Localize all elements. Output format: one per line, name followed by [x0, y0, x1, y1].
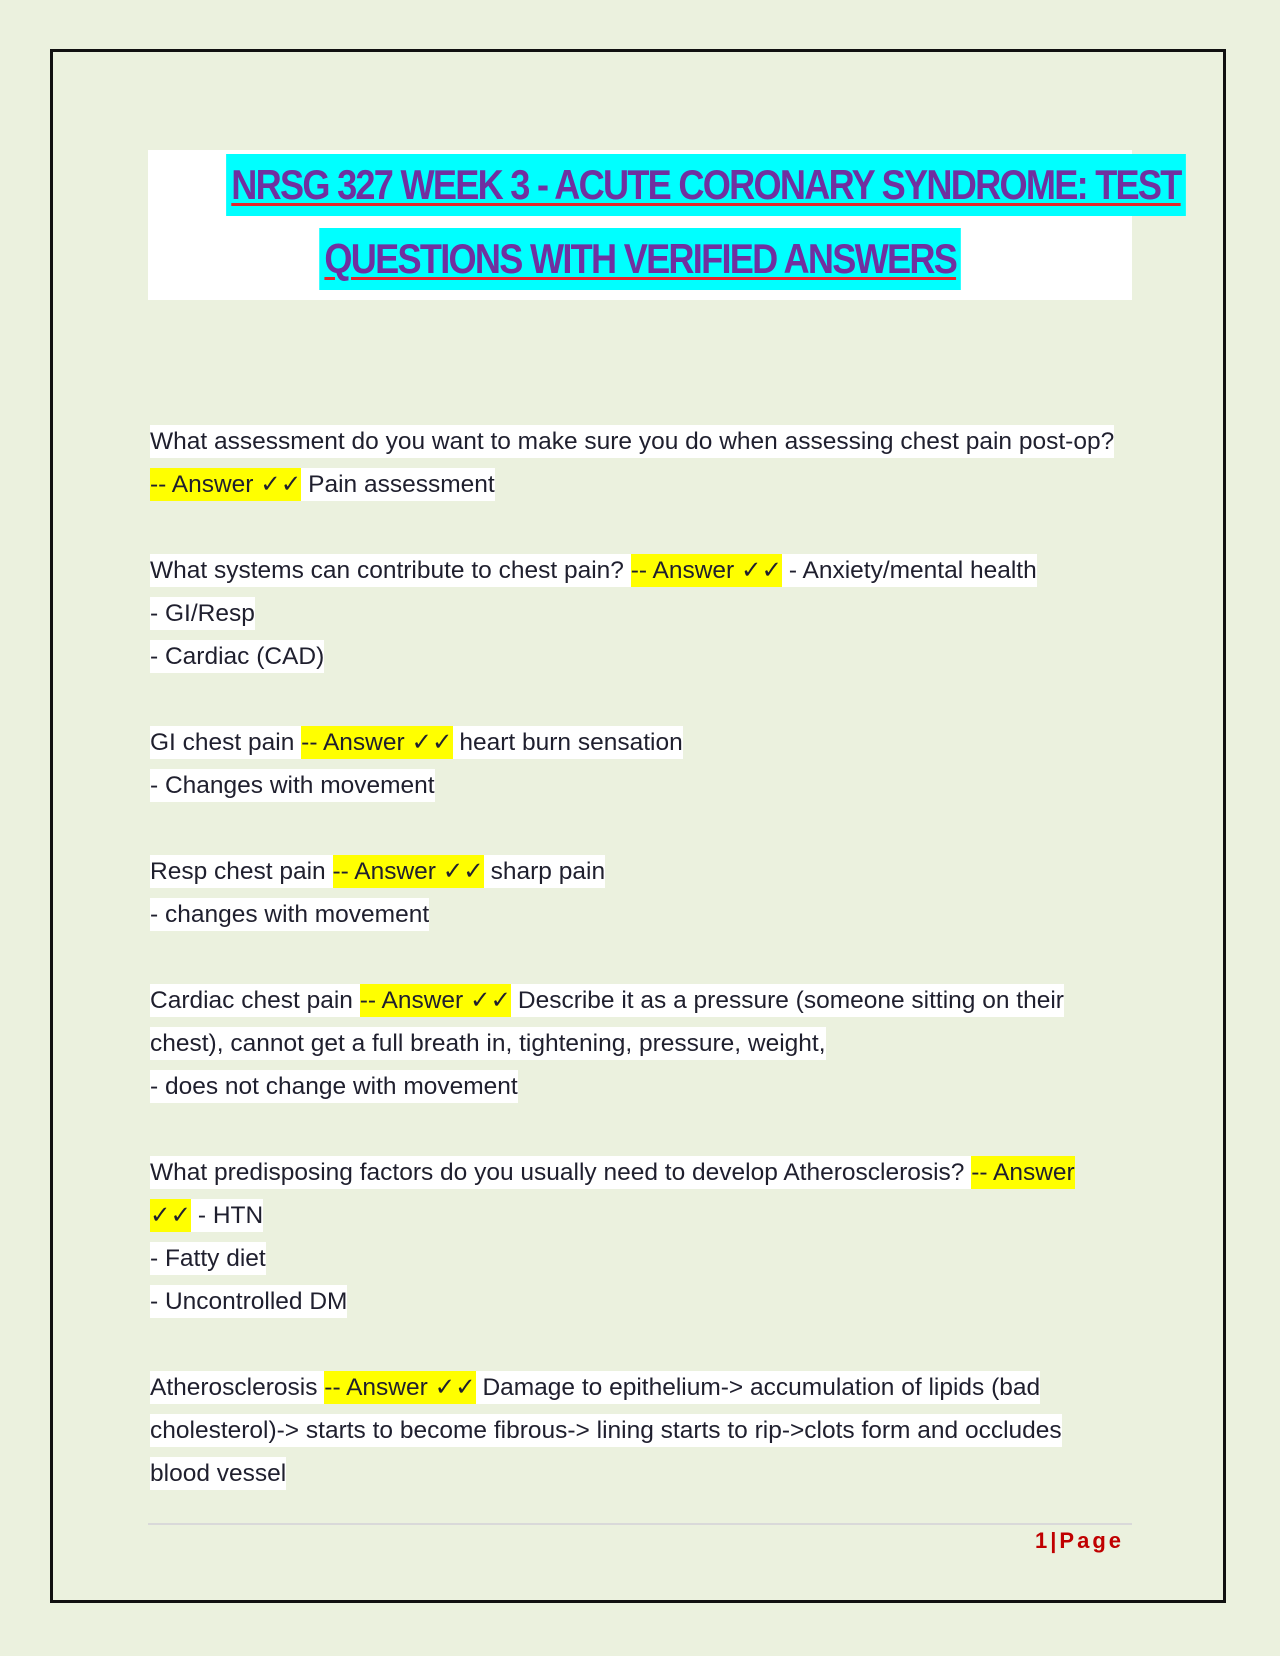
qa-line	[150, 1409, 1135, 1452]
question-text: Cardiac chest pain	[150, 984, 360, 1017]
answer-marker: -- Answer ✓✓	[631, 554, 782, 587]
answer-text: sharp pain	[484, 855, 605, 888]
answer-text: - Fatty diet	[150, 1242, 266, 1275]
qa-item-1	[150, 420, 1135, 506]
page-title-line-2: QUESTIONS WITH VERIFIED ANSWERS	[319, 228, 961, 290]
question-text: What systems can contribute to chest pain?	[150, 554, 631, 587]
answer-marker: -- Answer ✓✓	[333, 855, 484, 888]
answer-marker: -- Answer ✓✓	[301, 726, 452, 759]
question-text: Resp chest pain	[150, 855, 333, 888]
qa-item-6	[150, 1151, 1135, 1323]
answer-text: - does not change with movement	[150, 1070, 518, 1103]
qa-item-3	[150, 721, 1135, 807]
qa-line	[150, 1452, 1135, 1495]
answer-text: - HTN	[191, 1199, 263, 1232]
answer-text: blood vessel	[150, 1457, 286, 1490]
qa-line	[150, 1366, 1135, 1409]
answer-text: Pain assessment	[301, 468, 494, 501]
qa-line	[150, 979, 1135, 1022]
question-text: What predisposing factors do you usually need to develop Atherosclerosis?	[150, 1156, 971, 1189]
answer-marker-checks: ✓✓	[150, 1199, 191, 1232]
answer-text: - Cardiac (CAD)	[150, 640, 324, 673]
qa-item-5	[150, 979, 1135, 1108]
qa-line	[150, 463, 1135, 506]
qa-item-7	[150, 1366, 1135, 1495]
qa-line	[150, 420, 1135, 463]
qa-line	[150, 592, 1135, 635]
answer-text: - GI/Resp	[150, 597, 255, 630]
qa-content	[150, 420, 1135, 1538]
qa-line	[150, 1151, 1135, 1194]
title-box	[148, 150, 1181, 300]
answer-text: chest), cannot get a full breath in, tightening, pressure, weight,	[150, 1027, 826, 1060]
qa-line	[150, 764, 1135, 807]
qa-line	[150, 893, 1135, 936]
page-number: 1|Page	[1035, 1528, 1124, 1553]
answer-text: - Changes with movement	[150, 769, 435, 802]
qa-line	[150, 1280, 1135, 1323]
question-text: What assessment do you want to make sure you do when assessing chest pain post-op?	[150, 425, 1114, 458]
answer-text: - Uncontrolled DM	[150, 1285, 347, 1318]
answer-text: - Anxiety/mental health	[782, 554, 1037, 587]
footer-divider	[148, 1523, 1132, 1525]
question-text: GI chest pain	[150, 726, 301, 759]
qa-line	[150, 549, 1135, 592]
page-title-line-1: NRSG 327 WEEK 3 - ACUTE CORONARY SYNDROME: TEST	[226, 154, 1186, 216]
answer-text: cholesterol)-> starts to become fibrous-> lining starts to rip->clots form and occludes	[150, 1414, 1062, 1447]
answer-marker: -- Answer	[971, 1156, 1074, 1189]
qa-line	[150, 850, 1135, 893]
qa-line	[150, 1237, 1135, 1280]
title-row-2	[148, 224, 1132, 298]
title-row-1	[148, 150, 1181, 224]
answer-marker: -- Answer ✓✓	[360, 984, 511, 1017]
answer-text: heart burn sensation	[453, 726, 683, 759]
qa-line	[150, 1022, 1135, 1065]
answer-text: Describe it as a pressure (someone sitting on their	[511, 984, 1064, 1017]
answer-marker: -- Answer ✓✓	[324, 1371, 475, 1404]
answer-text: - changes with movement	[150, 898, 429, 931]
qa-item-4	[150, 850, 1135, 936]
answer-text: Damage to epithelium-> accumulation of lipids (bad	[476, 1371, 1040, 1404]
answer-marker: -- Answer ✓✓	[150, 468, 301, 501]
qa-line	[150, 1194, 1135, 1237]
qa-line	[150, 721, 1135, 764]
qa-line	[150, 1065, 1135, 1108]
question-text: Atherosclerosis	[150, 1371, 324, 1404]
qa-line	[150, 635, 1135, 678]
qa-item-2	[150, 549, 1135, 678]
